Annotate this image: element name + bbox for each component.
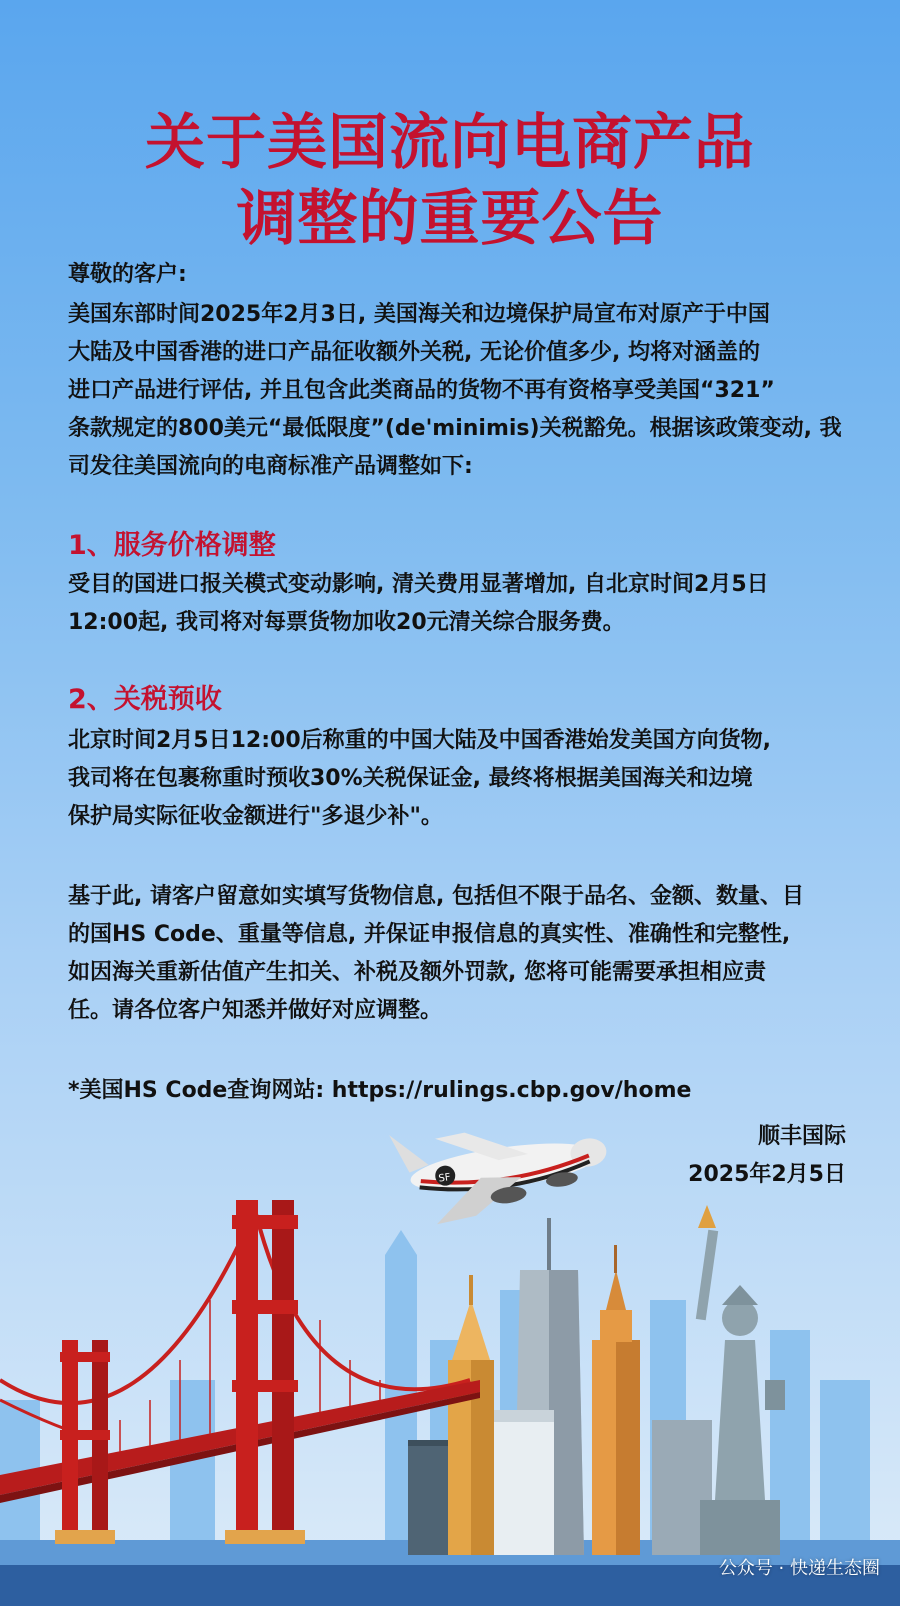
golden-tower [448,1275,494,1555]
section2-line-3: 保护局实际征收金额进行"多退少补"。 [68,804,443,829]
signature-company: 顺丰国际 [757,1124,846,1149]
section1-line-1: 受目的国进口报关模式变动影响, 清关费用显著增加, 自北京时间2月5日 [68,572,769,597]
section1-heading: 1、服务价格调整 [68,530,276,561]
hs-code-note: *美国HS Code查询网站: https://rulings.cbp.gov/home [68,1078,692,1103]
section1-line-2: 12:00起, 我司将对每票货物加收20元清关综合服务费。 [68,610,625,635]
title-line-1: 关于美国流向电商产品 [145,108,755,178]
greeting: 尊敬的客户: [68,262,187,287]
section2-line-1: 北京时间2月5日12:00后称重的中国大陆及中国香港始发美国方向货物, [68,728,772,753]
svg-text:SF: SF [437,1171,452,1185]
section2-heading: 2、关税预收 [68,684,222,715]
orange-tower [592,1245,640,1555]
closing-line-4: 任。请各位客户知悉并做好对应调整。 [68,998,443,1023]
closing-line-3: 如因海关重新估值产生扣关、补税及额外罚款, 您将可能需要承担相应责 [68,960,767,985]
white-building [492,1410,554,1555]
title-line-2: 调整的重要公告 [236,184,664,254]
statue-of-liberty [696,1205,785,1555]
closing-line-1: 基于此, 请客户留意如实填写货物信息, 包括但不限于品名、金额、数量、目 [68,884,805,909]
signature-date: 2025年2月5日 [688,1162,846,1187]
intro-line-1: 美国东部时间2025年2月3日, 美国海关和边境保护局宣布对原产于中国 [68,302,770,327]
intro-line-5: 司发往美国流向的电商标准产品调整如下: [68,454,473,479]
intro-line-3: 进口产品进行评估, 并且包含此类商品的货物不再有资格享受美国“321” [68,378,775,403]
watermark: 公众号 · 快递生态圈 [718,1558,880,1579]
intro-line-4: 条款规定的800美元“最低限度”(de'minimis)关税豁免。根据该政策变动, 我 [68,416,842,441]
intro-line-2: 大陆及中国香港的进口产品征收额外关税, 无论价值多少, 均将对涵盖的 [68,340,761,365]
section2-line-2: 我司将在包裹称重时预收30%关税保证金, 最终将根据美国海关和边境 [68,766,753,791]
closing-line-2: 的国HS Code、重量等信息, 并保证申报信息的真实性、准确性和完整性, [68,922,791,947]
airplane [389,1105,613,1229]
